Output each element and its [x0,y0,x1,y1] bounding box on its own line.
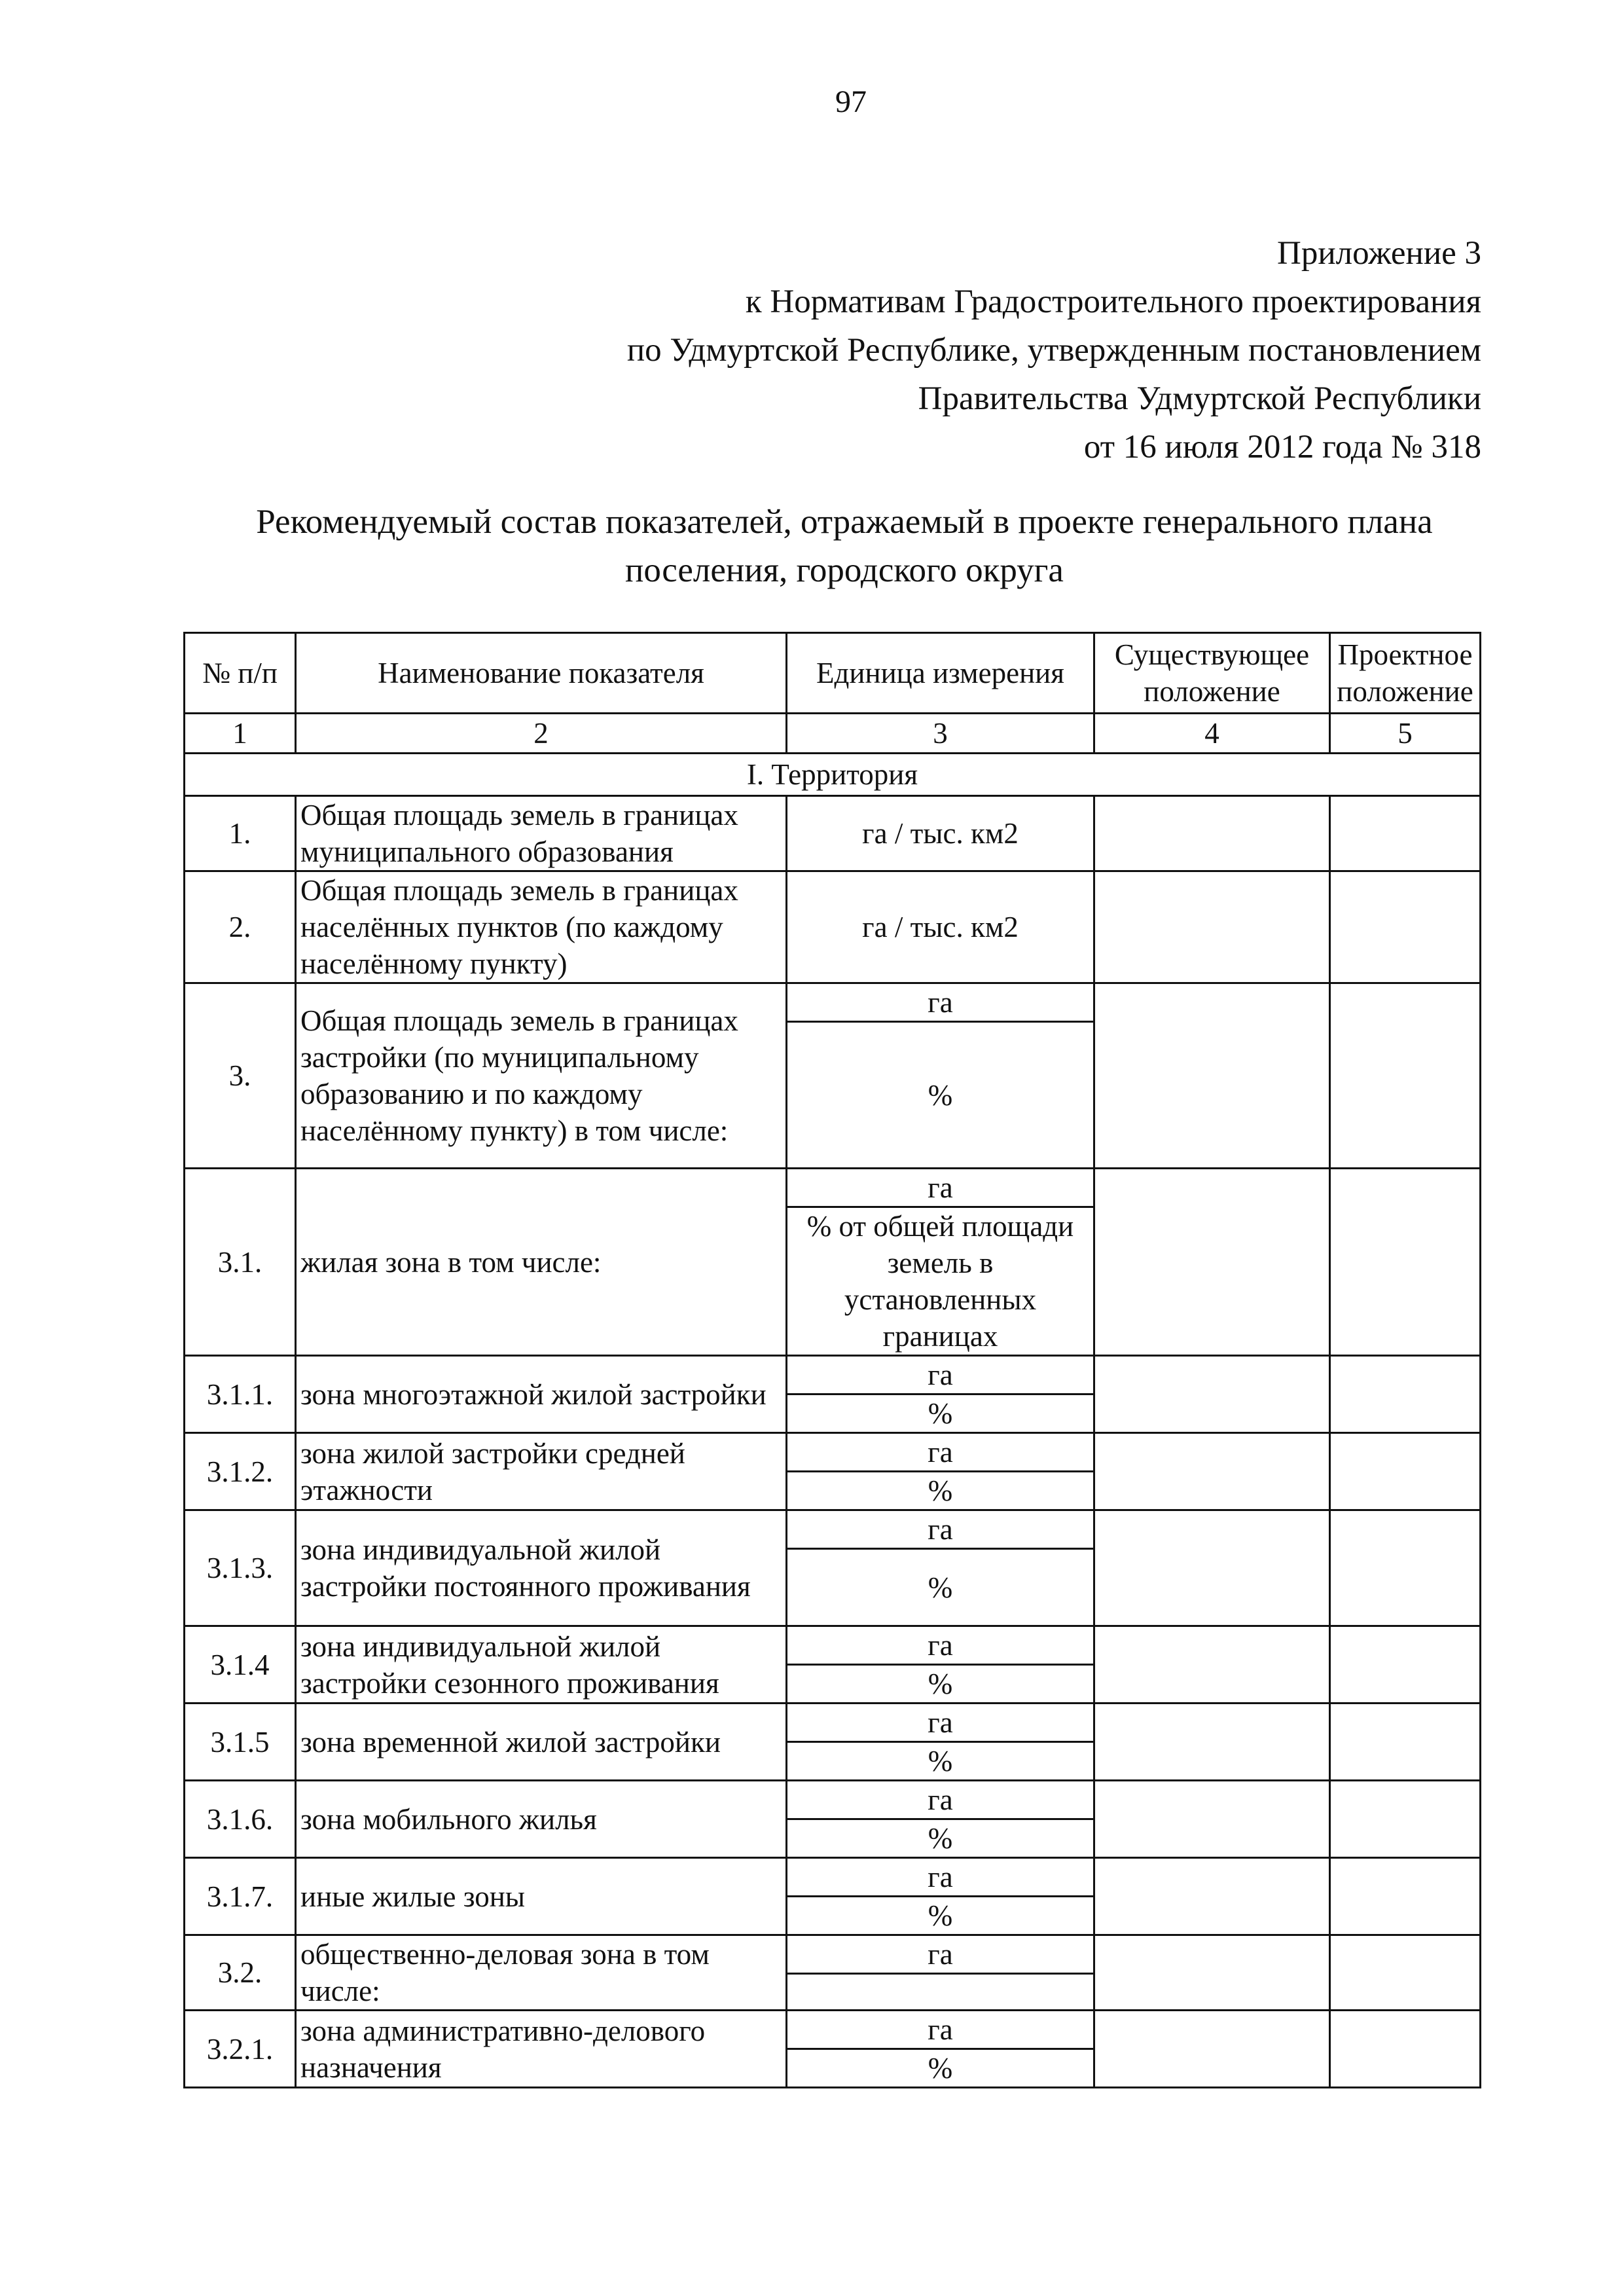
existing-value-cell [1094,871,1330,983]
appendix-line: по Удмуртской Республике, утвержденным постановлением [626,332,1481,369]
row-number: 2. [185,871,296,983]
existing-value-cell [1094,1781,1330,1858]
row-number: 3.1. [185,1169,296,1356]
indicator-name: жилая зона в том числе: [296,1169,787,1356]
indicator-name: зона жилой застройки средней этажности [296,1433,787,1510]
unit-cell: % [787,1665,1094,1704]
table-row [185,1704,1481,1742]
table-row [185,1858,1481,1897]
projected-value-cell [1330,2011,1481,2088]
row-number: 3.2. [185,1935,296,2011]
section-title: I. Территория [185,754,1481,796]
projected-value-cell [1330,871,1481,983]
row-number: 3.1.3. [185,1510,296,1626]
existing-value-cell [1094,1935,1330,2011]
projected-value-cell [1330,1935,1481,2011]
row-number: 3.1.5 [185,1704,296,1781]
column-number-row [185,714,1481,754]
projected-value-cell [1330,1781,1481,1858]
table-row [185,871,1481,983]
unit-cell: га [787,1433,1094,1472]
column-number: 3 [787,714,1094,754]
unit-cell: га [787,1510,1094,1549]
projected-value-cell [1330,1356,1481,1433]
column-number: 4 [1094,714,1330,754]
projected-value-cell [1330,1433,1481,1510]
projected-value-cell [1330,1704,1481,1781]
existing-value-cell [1094,983,1330,1169]
header-cell: Наименование показателя [296,633,787,714]
table-row [185,1626,1481,1665]
unit-cell: га [787,1169,1094,1207]
column-number: 2 [296,714,787,754]
projected-value-cell [1330,1858,1481,1935]
column-number: 5 [1330,714,1481,754]
indicator-name: Общая площадь земель в границах застройки (по муниципальному образованию и по каждому населённому пункту) в том числе: [296,983,787,1169]
appendix-line: Правительства Удмуртской Республики [918,380,1481,417]
unit-cell: % [787,1742,1094,1781]
projected-value-cell [1330,1626,1481,1704]
projected-value-cell [1330,983,1481,1169]
unit-cell: % от общей площади земель в установленных границах [787,1207,1094,1356]
projected-value-cell [1330,1510,1481,1626]
table-header-row [185,633,1481,714]
existing-value-cell [1094,1626,1330,1704]
unit-cell: % [787,1897,1094,1935]
unit-cell: % [787,1394,1094,1433]
unit-cell: га [787,1704,1094,1742]
table-row [185,1169,1481,1207]
appendix-line: Приложение 3 [1277,235,1481,272]
row-number: 3.1.2. [185,1433,296,1510]
row-number: 3.1.6. [185,1781,296,1858]
row-number: 1. [185,796,296,871]
indicator-name: иные жилые зоны [296,1858,787,1935]
header-cell: Существующее положение [1094,633,1330,714]
section-row [185,754,1481,796]
indicator-name: зона многоэтажной жилой застройки [296,1356,787,1433]
row-number: 3.1.7. [185,1858,296,1935]
row-number: 3.2.1. [185,2011,296,2088]
row-number: 3.1.1. [185,1356,296,1433]
unit-cell: га [787,1626,1094,1665]
existing-value-cell [1094,796,1330,871]
unit-cell [787,1974,1094,2011]
table-row [185,2011,1481,2049]
title-line: поселения, городского округа [625,551,1064,589]
indicator-name: общественно-деловая зона в том числе: [296,1935,787,2011]
column-number: 1 [185,714,296,754]
existing-value-cell [1094,1510,1330,1626]
table-row [185,1356,1481,1394]
unit-cell: га [787,2011,1094,2049]
unit-cell: % [787,1022,1094,1169]
unit-cell: % [787,2049,1094,2088]
existing-value-cell [1094,1169,1330,1356]
unit-cell: % [787,1549,1094,1626]
row-number: 3.1.4 [185,1626,296,1704]
indicator-name: зона временной жилой застройки [296,1704,787,1781]
indicator-name: зона мобильного жилья [296,1781,787,1858]
unit-cell: га [787,1858,1094,1897]
appendix-line: к Нормативам Градостроительного проектирования [745,283,1481,320]
existing-value-cell [1094,1433,1330,1510]
existing-value-cell [1094,1704,1330,1781]
table-row [185,1433,1481,1472]
projected-value-cell [1330,796,1481,871]
header-cell: Проектное положение [1330,633,1481,714]
unit-cell: га [787,983,1094,1022]
table-row [185,983,1481,1022]
existing-value-cell [1094,2011,1330,2088]
table-row [185,796,1481,871]
existing-value-cell [1094,1858,1330,1935]
indicator-name: зона административно-делового назначения [296,2011,787,2088]
row-number: 3. [185,983,296,1169]
unit-cell: га [787,1356,1094,1394]
appendix-line: от 16 июля 2012 года № 318 [1083,429,1481,465]
projected-value-cell [1330,1169,1481,1356]
indicator-name: Общая площадь земель в границах муниципального образования [296,796,787,871]
page-number: 97 [835,84,867,119]
unit-cell: % [787,1819,1094,1858]
table-row [185,1510,1481,1549]
document-title [164,498,1525,594]
indicator-name: зона индивидуальной жилой застройки сезонного проживания [296,1626,787,1704]
unit-cell: га / тыс. км2 [787,871,1094,983]
unit-cell: % [787,1472,1094,1510]
indicator-name: Общая площадь земель в границах населённых пунктов (по каждому населённому пункту) [296,871,787,983]
header-cell: № п/п [185,633,296,714]
title-line: Рекомендуемый состав показателей, отражаемый в проекте генерального плана [256,503,1433,541]
indicators-table [183,632,1481,2088]
table-row [185,1781,1481,1819]
table-row [185,1935,1481,1974]
unit-cell: га / тыс. км2 [787,796,1094,871]
unit-cell: га [787,1781,1094,1819]
existing-value-cell [1094,1356,1330,1433]
indicator-name: зона индивидуальной жилой застройки постоянного проживания [296,1510,787,1626]
appendix-header [627,229,1481,471]
header-cell: Единица измерения [787,633,1094,714]
unit-cell: га [787,1935,1094,1974]
